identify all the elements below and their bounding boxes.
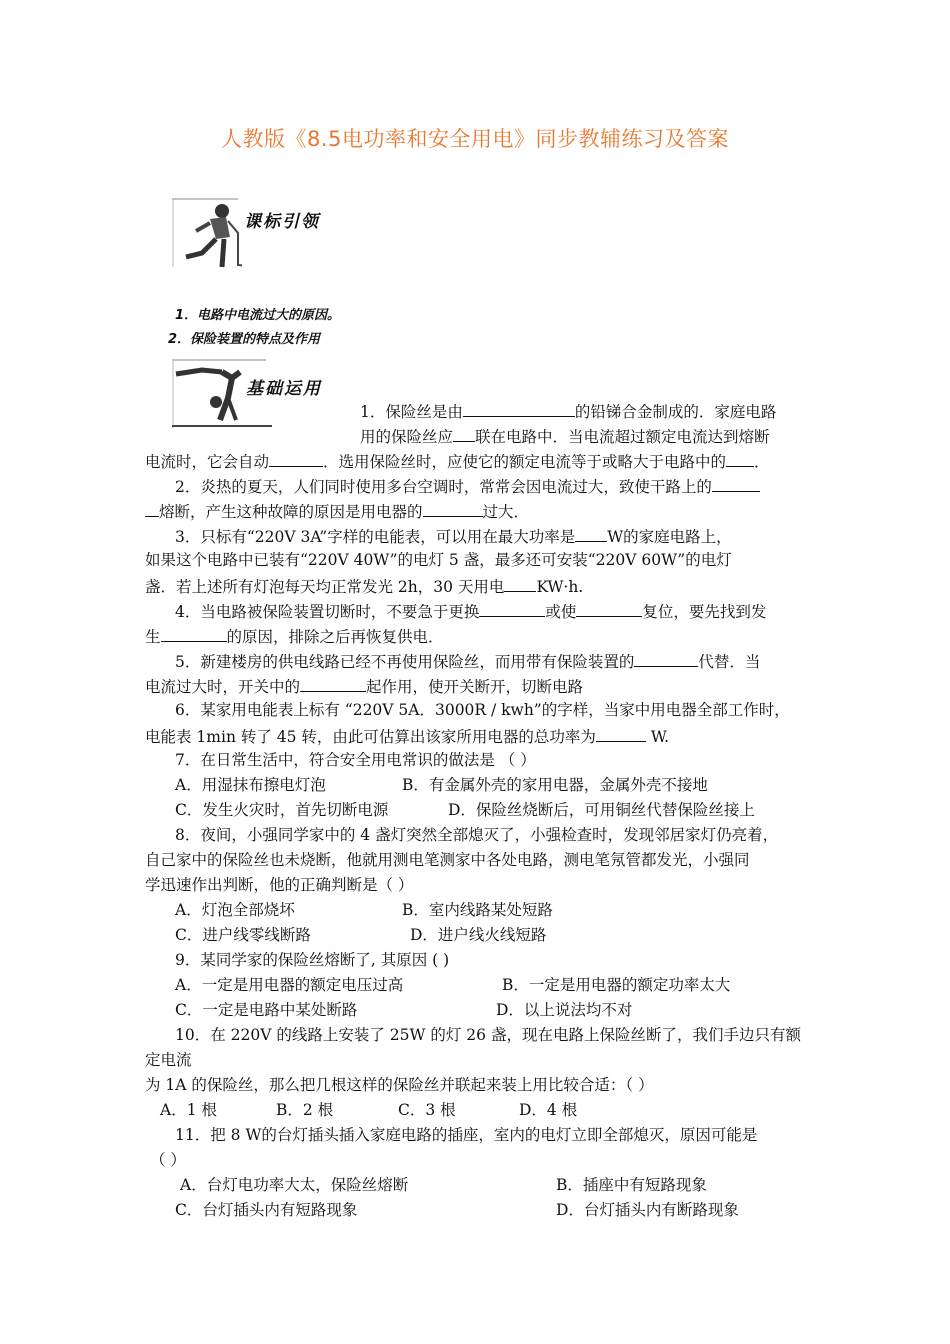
- question-6-line-2: 电能表 1min 转了 45 转，由此可估算出该家所用电器的总功率为 W.: [145, 725, 669, 747]
- question-7-option-a[interactable]: A．用湿抹布擦电灯泡: [175, 776, 326, 794]
- answer-blank[interactable]: [463, 400, 575, 417]
- answer-blank[interactable]: [576, 600, 642, 617]
- question-8-option-a[interactable]: A．灯泡全部烧坏: [175, 901, 295, 919]
- answer-blank[interactable]: [596, 725, 646, 742]
- question-11-option-c[interactable]: C．台灯插头内有短路现象: [175, 1201, 358, 1219]
- answer-blank[interactable]: [161, 625, 227, 642]
- question-7-option-b[interactable]: B．有金属外壳的家用电器，金属外壳不接地: [402, 776, 708, 794]
- question-8-option-b[interactable]: B．室内线路某处短路: [402, 901, 553, 919]
- answer-blank[interactable]: [479, 600, 545, 617]
- question-8-line-3: 学迅速作出判断，他的正确判断是（ ）: [145, 876, 414, 894]
- answer-blank[interactable]: [575, 525, 607, 542]
- question-9-stem: 9．某同学家的保险丝熔断了, 其原因 ( ): [175, 951, 450, 969]
- question-9-option-a[interactable]: A．一定是用电器的额定电压过高: [175, 976, 404, 994]
- question-2-line-2: 熔断，产生这种故障的原因是用电器的 过大．: [145, 500, 529, 522]
- question-10-option-b[interactable]: B．2 根: [276, 1101, 334, 1119]
- question-2-line-1: 2．炎热的夏天，人们同时使用多台空调时，常常会因电流过大，致使干路上的: [175, 475, 760, 497]
- answer-blank[interactable]: [269, 450, 323, 467]
- section-heading-basics: 基础运用: [246, 379, 322, 399]
- question-10-option-c[interactable]: C．3 根: [398, 1101, 456, 1119]
- page-title: 人教版《8.5电功率和安全用电》同步教辅练习及答案: [221, 127, 729, 151]
- question-11-option-b[interactable]: B．插座中有短路现象: [556, 1176, 707, 1194]
- answer-blank[interactable]: [712, 475, 760, 492]
- answer-blank[interactable]: [634, 650, 698, 667]
- question-8-option-d[interactable]: D．进户线火线短路: [410, 926, 547, 944]
- answer-blank[interactable]: [423, 500, 483, 517]
- question-3-line-1: 3．只标有“220V 3A”字样的电能表，可以用在最大功率是 W的家庭电路上，: [175, 525, 732, 547]
- question-9-option-c[interactable]: C．一定是电路中某处断路: [175, 1001, 358, 1019]
- question-5-line-1: 5．新建楼房的供电线路已经不再使用保险丝，而用带有保险装置的 代替．当: [175, 650, 760, 672]
- answer-blank[interactable]: [300, 675, 366, 692]
- question-10-option-a[interactable]: A．1 根: [160, 1101, 217, 1119]
- section-header-standards: [172, 197, 332, 259]
- question-6-line-1: 6．某家用电能表上标有 “220V 5A．3000R / kwh”的字样，当家中用电器全部工作时，: [175, 701, 790, 719]
- question-7-option-d[interactable]: D．保险丝烧断后，可用铜丝代替保险丝接上: [448, 801, 755, 819]
- question-5-line-2: 电流过大时，开关中的 起作用，使开关断开，切断电路: [145, 675, 583, 697]
- question-11-option-a[interactable]: A．台灯电功率大太，保险丝熔断: [180, 1176, 409, 1194]
- question-4-line-1: 4．当电路被保险装置切断时，不要急于更换 或使 复位，要先找到发: [175, 600, 766, 622]
- question-11-line-2: （ ）: [150, 1151, 186, 1169]
- question-8-line-1: 8．夜间，小强同学家中的 4 盏灯突然全部熄灭了，小强检查时，发现邻居家灯仍亮着，: [175, 826, 779, 844]
- question-7-option-c[interactable]: C．发生火灾时，首先切断电源: [175, 801, 389, 819]
- question-10-line-2: 定电流: [145, 1051, 192, 1069]
- question-8-line-2: 自己家中的保险丝也未烧断，他就用测电笔测家中各处电路，测电笔氖管都发光，小强同: [145, 851, 750, 869]
- answer-blank[interactable]: [453, 425, 475, 442]
- question-1-line-3: 电流时，它会自动 ．选用保险丝时，应使它的额定电流等于或略大于电路中的 ．: [145, 450, 770, 472]
- section-heading-standards: 课标引领: [244, 212, 320, 232]
- objective-2: 2．保险装置的特点及作用: [168, 332, 321, 347]
- question-3-line-3: 盏．若上述所有灯泡每天均正常发光 2h，30 天用电 KW·h.: [145, 575, 583, 597]
- question-3-line-2: 如果这个电路中已装有“220V 40W”的电灯 5 盏，最多还可安装“220V 60W”的电灯: [145, 551, 732, 569]
- question-4-line-2: 生 的原因，排除之后再恢复供电．: [145, 625, 444, 647]
- skater-figure-icon: [172, 197, 242, 269]
- section-header-basics: [172, 358, 332, 420]
- question-1-line-2: 用的保险丝应 联在电路中．当电流超过额定电流达到熔断: [360, 425, 770, 447]
- question-9-option-b[interactable]: B．一定是用电器的额定功率太大: [502, 976, 731, 994]
- answer-blank[interactable]: [504, 575, 536, 592]
- question-11-option-d[interactable]: D．台灯插头内有断路现象: [556, 1201, 739, 1219]
- question-1-line-1: 1．保险丝是由 的铅锑合金制成的．家庭电路: [360, 400, 776, 422]
- question-11-line-1: 11．把 8 W的台灯插头插入家庭电路的插座，室内的电灯立即全部熄灭，原因可能是: [175, 1126, 758, 1144]
- answer-blank[interactable]: [145, 500, 159, 517]
- question-10-option-d[interactable]: D．4 根: [519, 1101, 578, 1119]
- question-10-line-3: 为 1A 的保险丝，那么把几根这样的保险丝并联起来装上用比较合适：（ ）: [145, 1076, 654, 1094]
- question-9-option-d[interactable]: D．以上说法均不对: [496, 1001, 633, 1019]
- question-8-option-c[interactable]: C．进户线零线断路: [175, 926, 311, 944]
- objective-1: 1．电路中电流过大的原因。: [175, 308, 341, 323]
- question-10-line-1: 10．在 220V 的线路上安装了 25W 的灯 26 盏，现在电路上保险丝断了，我们手边只有额: [175, 1026, 801, 1044]
- question-7-stem: 7．在日常生活中，符合安全用电常识的做法是 （ ）: [175, 751, 536, 769]
- answer-blank[interactable]: [726, 450, 754, 467]
